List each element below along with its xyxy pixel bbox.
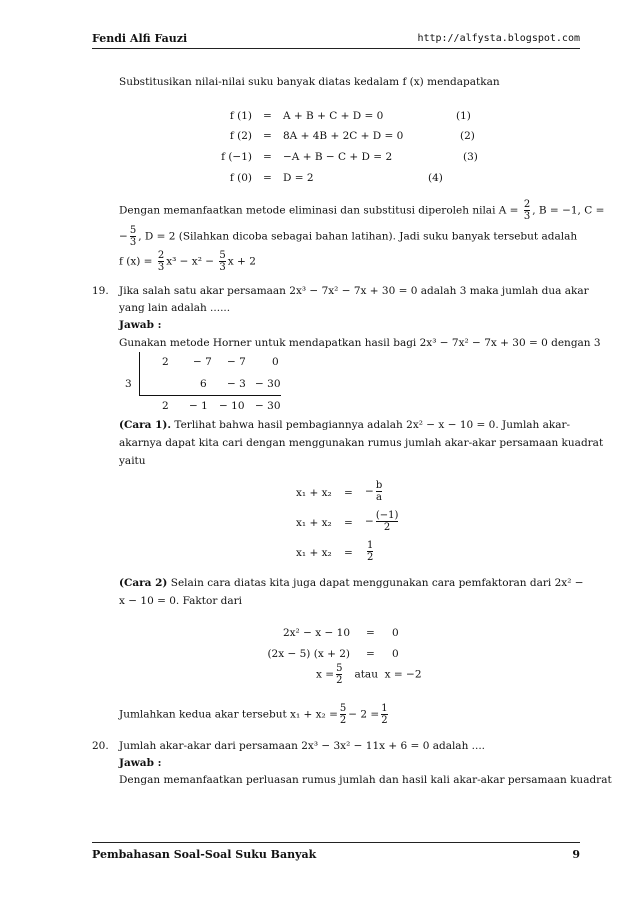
horner-cell: − 7 [227, 356, 246, 368]
sum-lhs: x₁ + x₂ [296, 517, 332, 529]
sum-lhs: x₁ + x₂ [296, 547, 332, 559]
cara1-line-1: (Cara 1). Terlihat bahwa hasil pembagiannya adalah 2x² − x − 10 = 0. Jumlah akar- [119, 419, 571, 431]
horner-intro: Gunakan metode Horner untuk mendapatkan hasil bagi 2x³ − 7x² − 7x + 30 = 0 dengan 3 [119, 337, 601, 349]
fact-lhs: 2x² − x − 10 [282, 627, 350, 639]
horner-cell: − 1 [189, 400, 208, 412]
horner-cell: − 10 [219, 400, 245, 412]
horner-cell: 2 [162, 400, 169, 412]
eq-rhs: −A + B − C + D = 2 [283, 151, 393, 163]
eq-tag: (4) [428, 172, 443, 184]
question-text: Dengan memanfaatkan perluasan rumus jumlah dan hasil kali akar-akar persamaan kuadrat [119, 774, 612, 786]
cara2-line-2: x − 10 = 0. Faktor dari [119, 595, 243, 607]
horner-hline [139, 395, 281, 396]
fact-rhs: 0 [392, 627, 399, 639]
horner-cell: − 3 [227, 378, 246, 390]
roots-line: x = $\frac{5}{2}$ atau x = −2 [316, 663, 422, 686]
eq-lhs: f (2) [229, 130, 252, 142]
sum-eq: = [344, 547, 353, 559]
eq-tag: (2) [460, 130, 475, 142]
horner-cell: − 30 [255, 378, 281, 390]
header-author: Fendi Alfi Fauzi [92, 32, 188, 45]
eq-lhs: f (−1) [221, 151, 252, 163]
footer-title: Pembahasan Soal-Soal Suku Banyak [92, 848, 317, 861]
eq-sign: = [263, 110, 272, 122]
eq-lhs: f (0) [229, 172, 252, 184]
answer-label: Jawab : [119, 319, 162, 331]
eq-tag: (3) [463, 151, 478, 163]
sum-eq: = [344, 517, 353, 529]
sum-rhs: $\frac{1}{2}$ [367, 540, 374, 563]
question-text: yang lain adalah ...... [119, 302, 231, 314]
eq-sign: = [263, 151, 272, 163]
question-number: 19. [92, 285, 109, 297]
horner-cell: 0 [272, 356, 279, 368]
horner-cell: 6 [200, 378, 207, 390]
eq-rhs: D = 2 [283, 172, 314, 184]
page-number: 9 [572, 848, 580, 861]
elim-line-2: − $\frac{5}{3}$ , D = 2 (Silahkan dicoba sebagai bahan latihan). Jadi suku banyak tersebut adalah [119, 225, 578, 248]
eq-tag: (1) [456, 110, 471, 122]
horner-cell: − 7 [193, 356, 212, 368]
fact-lhs: (2x − 5) (x + 2) [267, 648, 350, 660]
fraction: $\frac{5}{3}$ [129, 225, 137, 248]
elim-line-1: Dengan memanfaatkan metode eliminasi dan substitusi diperoleh nilai A = $\frac{2}{3}$ , B = −1, C = [119, 199, 605, 222]
header-rule [92, 48, 580, 49]
sum-rhs: − $\frac{b}{a}$ [365, 480, 383, 503]
horner-cell: − 30 [255, 400, 281, 412]
intro-text: Substitusikan nilai-nilai suku banyak diatas kedalam f (x) mendapatkan [119, 76, 500, 88]
eq-sign: = [263, 130, 272, 142]
eq-lhs: f (1) [229, 110, 252, 122]
answer-label: Jawab : [119, 757, 162, 769]
horner-divisor: 3 [125, 378, 132, 390]
fraction: $\frac{2}{3}$ [157, 250, 165, 273]
horner-cell: 2 [162, 356, 169, 368]
cara1-line-2: akarnya dapat kita cari dengan menggunakan rumus jumlah akar-akar persamaan kuadrat [119, 437, 604, 449]
sum-eq: = [344, 487, 353, 499]
question-text: Jika salah satu akar persamaan 2x³ − 7x² − 7x + 30 = 0 adalah 3 maka jumlah dua akar [119, 285, 589, 297]
eq-rhs: A + B + C + D = 0 [283, 110, 384, 122]
fraction: $\frac{2}{3}$ [523, 199, 531, 222]
cara2-line-1: (Cara 2) Selain cara diatas kita juga dapat menggunakan cara pemfaktoran dari 2x² − [119, 577, 584, 589]
fraction: $\frac{5}{3}$ [219, 250, 226, 273]
question-number: 20. [92, 740, 109, 752]
sum-lhs: x₁ + x₂ [296, 487, 332, 499]
fact-eq: = [366, 627, 375, 639]
eq-sign: = [263, 172, 272, 184]
question-text: Jumlah akar-akar dari persamaan 2x³ − 3x² − 11x + 6 = 0 adalah .... [119, 740, 486, 752]
footer-rule [92, 842, 580, 843]
elim-line-3: f (x) = $\frac{2}{3}$ x³ − x² − $\frac{5}{3}$ x + 2 [119, 250, 256, 273]
eq-rhs: 8A + 4B + 2C + D = 0 [283, 130, 404, 142]
cara1-line-3: yaitu [119, 455, 146, 467]
horner-vline [139, 352, 140, 395]
header-url: http://alfysta.blogspot.com [417, 33, 580, 44]
fact-rhs: 0 [392, 648, 399, 660]
sum-rhs: − $\frac{(-1)}{2}$ [365, 510, 399, 533]
sum-final: Jumlahkan kedua akar tersebut x₁ + x₂ = $\frac{5}{2}$ − 2 = $\frac{1}{2}$ [119, 703, 388, 726]
fact-eq: = [366, 648, 375, 660]
